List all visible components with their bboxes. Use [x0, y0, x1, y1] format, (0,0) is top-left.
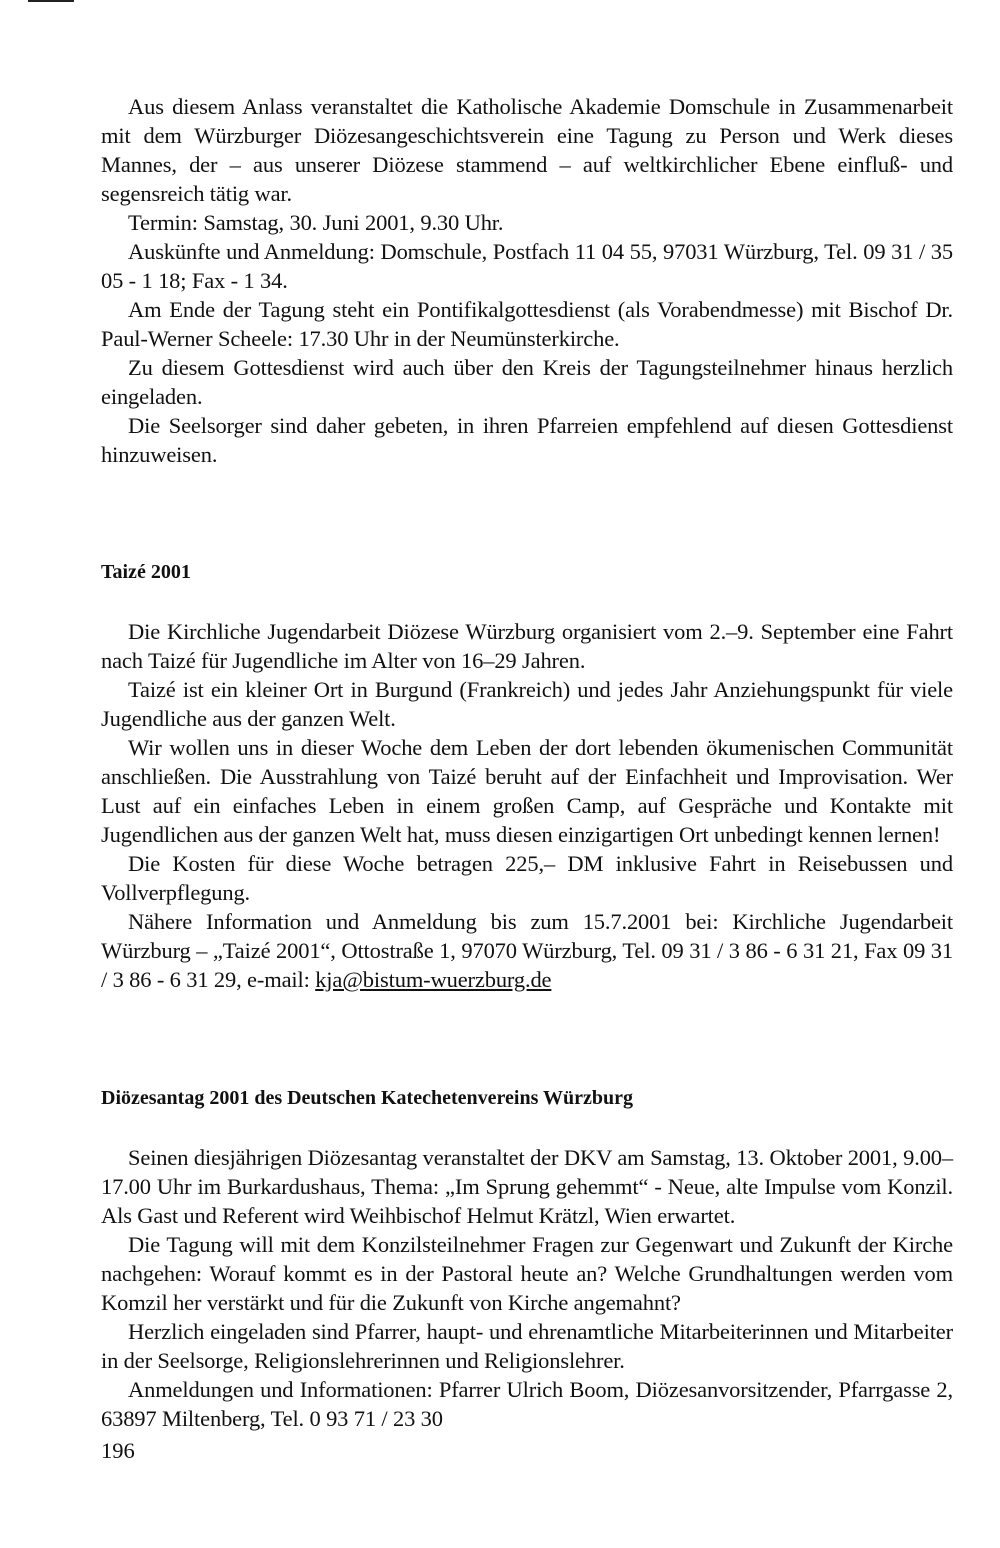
paragraph: Taizé ist ein kleiner Ort in Burgund (Frankreich) und jedes Jahr Anziehungspunkt für viele Jugendliche aus der ganzen Welt.	[101, 677, 953, 731]
section-heading: Taizé 2001	[101, 561, 191, 583]
paragraph: Die Seelsorger sind daher gebeten, in ihren Pfarreien empfehlend auf diesen Gottesdienst hinzuweisen.	[101, 413, 953, 467]
paragraph: Die Kosten für diese Woche betragen 225,– DM inklusive Fahrt in Reisebussen und Vollverpflegung.	[101, 851, 953, 905]
paragraph: Die Kirchliche Jugendarbeit Diözese Würzburg organisiert vom 2.–9. September eine Fahrt nach Taizé für Jugendliche im Alter von 16–29 Jahren.	[101, 619, 953, 673]
contact-paragraph	[101, 907, 953, 994]
top-rule	[28, 0, 74, 2]
paragraph: Zu diesem Gottesdienst wird auch über den Kreis der Tagungsteilnehmer hinaus herzlich eingeladen.	[101, 355, 953, 409]
paragraph: Wir wollen uns in dieser Woche dem Leben der dort lebenden ökumenischen Communität anschließen. Die Ausstrahlung von Taizé beruht auf der Einfachheit und Improvisation. Wer Lust auf ein einfaches Leben in einem großen Camp, auf Gespräche und Kontakte mit Jugendlichen aus der ganzen Welt hat, muss diesen einzigartigen Ort unbedingt kennen lernen!	[101, 735, 953, 847]
paragraph: Am Ende der Tagung steht ein Pontifikalgottesdienst (als Vorabendmesse) mit Bischof Dr. Paul-Werner Scheele: 17.30 Uhr in der Neumünsterkirche.	[101, 297, 953, 351]
paragraph: Termin: Samstag, 30. Juni 2001, 9.30 Uhr.	[128, 210, 504, 235]
section-taize	[101, 558, 953, 994]
page-body	[101, 92, 953, 1433]
paragraph: Aus diesem Anlass veranstaltet die Katholische Akademie Domschule in Zusammenarbeit mit dem Würzburger Diözesangeschichtsverein eine Tagung zu Person und Werk dieses Mannes, der – aus unserer Diözese stammend – auf weltkirchlicher Ebene einfluß- und segensreich tätig war.	[101, 94, 953, 206]
section-intro	[101, 92, 953, 469]
paragraph: Anmeldungen und Informationen: Pfarrer Ulrich Boom, Diözesanvorsitzender, Pfarrgasse 2, 63897 Miltenberg, Tel. 0 93 71 / 23 30	[101, 1377, 953, 1431]
page-number: 196	[101, 1438, 135, 1463]
paragraph: Herzlich eingeladen sind Pfarrer, haupt- und ehrenamtliche Mitarbeiterinnen und Mitarbeiter in der Seelsorge, Religionslehrerinnen und Religionslehrer.	[101, 1319, 953, 1373]
section-heading: Diözesantag 2001 des Deutschen Katechetenvereins Würzburg	[101, 1087, 633, 1109]
contact-text: Nähere Information und Anmeldung bis zum 15.7.2001 bei: Kirchliche Jugendarbeit Würzburg – „Taizé 2001“, Ottostraße 1, 97070 Würzburg, Tel. 09 31 / 3 86 - 6 31 21, Fax 09 31 / 3 86 - 6 31 29, e-mail:	[101, 909, 953, 992]
paragraph: Die Tagung will mit dem Konzilsteilnehmer Fragen zur Gegenwart und Zukunft der Kirche nachgehen: Worauf kommt es in der Pastoral heute an? Welche Grundhaltungen werden vom Komzil her verstärkt und für die Zukunft von Kirche angemahnt?	[101, 1232, 953, 1315]
email-link[interactable]: kja@bistum-wuerzburg.de	[315, 967, 552, 992]
section-dkv	[101, 1084, 953, 1433]
paragraph: Auskünfte und Anmeldung: Domschule, Postfach 11 04 55, 97031 Würzburg, Tel. 09 31 / 35 05 - 1 18; Fax - 1 34.	[101, 239, 953, 293]
paragraph: Seinen diesjährigen Diözesantag veranstaltet der DKV am Samstag, 13. Oktober 2001, 9.00–17.00 Uhr im Burkardushaus, Thema: „Im Sprung gehemmt“ - Neue, alte Impulse vom Konzil. Als Gast und Referent wird Weihbischof Helmut Krätzl, Wien erwartet.	[101, 1145, 953, 1228]
